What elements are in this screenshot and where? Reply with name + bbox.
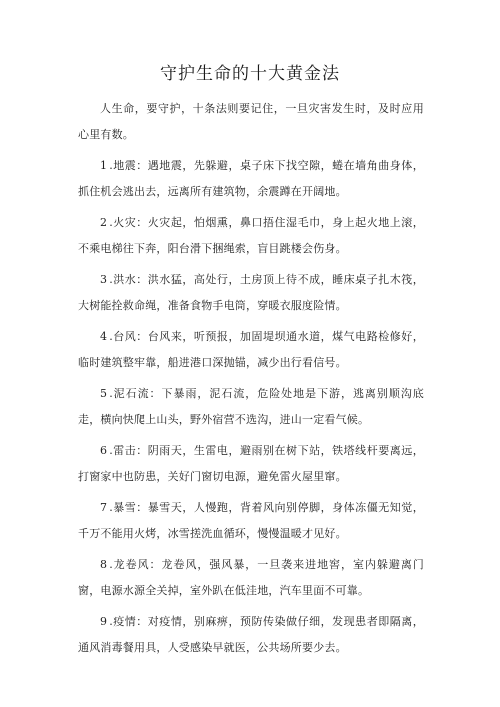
- rule-item-1: [78, 153, 424, 205]
- rule-item-7: [78, 495, 424, 547]
- rule-text: .雷击：阴雨天，生雷电，避雨别在树下站，铁塔线杆要离远，打窗家中也防患，关好门窗切电源，避免雷火屋里窜。: [78, 444, 424, 483]
- rule-number: 4: [100, 330, 108, 343]
- rule-text: .泥石流：下暴雨，泥石流，危险处地是下游，逃离别顺沟底走，横向快爬上山头，野外宿营不选沟，进山一定看气候。: [78, 387, 424, 426]
- rule-text: .疫情：对疫情，别麻痹，预防传染做仔细，发现患者即隔离，通风消毒餐用具，人受感染早就医，公共场所要少去。: [78, 615, 424, 654]
- rule-text: .暴雪：暴雪天，人慢跑，背着风向别停脚，身体冻僵无知觉，千万不能用火烤，冰雪搓洗血循环，慢慢温暖才见好。: [78, 501, 424, 540]
- rule-text: .龙卷风：龙卷风，强风暴，一旦袭来进地窖，室内躲避离门窗，电源水源全关掉，室外趴在低洼地，汽车里面不可靠。: [78, 558, 424, 597]
- rule-item-9: [78, 609, 424, 661]
- rule-text: .地震：遇地震，先躲避，桌子床下找空隙，蜷在墙角曲身体，抓住机会逃出去，远离所有建筑物，余震蹲在开阔地。: [78, 159, 424, 198]
- rule-number: 5: [100, 387, 108, 400]
- rule-number: 1: [100, 159, 108, 172]
- rule-text: .洪水：洪水猛，高处行，土房顶上待不成，睡床桌子扎木筏，大树能拴救命绳，准备食物手电筒，穿暖衣服度险情。: [78, 273, 424, 312]
- rule-text: .台风：台风来，听预报，加固堤坝通水道，煤气电路检修好，临时建筑整牢靠，船进港口深抛锚，减少出行看信号。: [78, 330, 424, 369]
- rule-number: 6: [100, 444, 108, 457]
- rule-number: 2: [100, 216, 108, 229]
- rule-number: 9: [100, 615, 108, 628]
- rule-text: .火灾：火灾起，怕烟熏，鼻口捂住湿毛巾，身上起火地上滚，不乘电梯往下奔，阳台滑下捆绳索，盲目跳楼会伤身。: [78, 216, 424, 255]
- rule-number: 3: [100, 273, 108, 286]
- rule-item-4: [78, 324, 424, 376]
- rule-item-6: [78, 438, 424, 490]
- rule-item-5: [78, 381, 424, 433]
- document-body: [78, 96, 424, 666]
- rule-item-2: [78, 210, 424, 262]
- rule-number: 8: [100, 558, 108, 571]
- document-title: 守护生命的十大黄金法: [160, 64, 340, 84]
- intro-paragraph: 人生命，要守护，十条法则要记住，一旦灾害发生时，及时应用心里有数。: [78, 102, 424, 141]
- rule-item-3: [78, 267, 424, 319]
- rule-number: 7: [100, 501, 108, 514]
- rule-item-8: [78, 552, 424, 604]
